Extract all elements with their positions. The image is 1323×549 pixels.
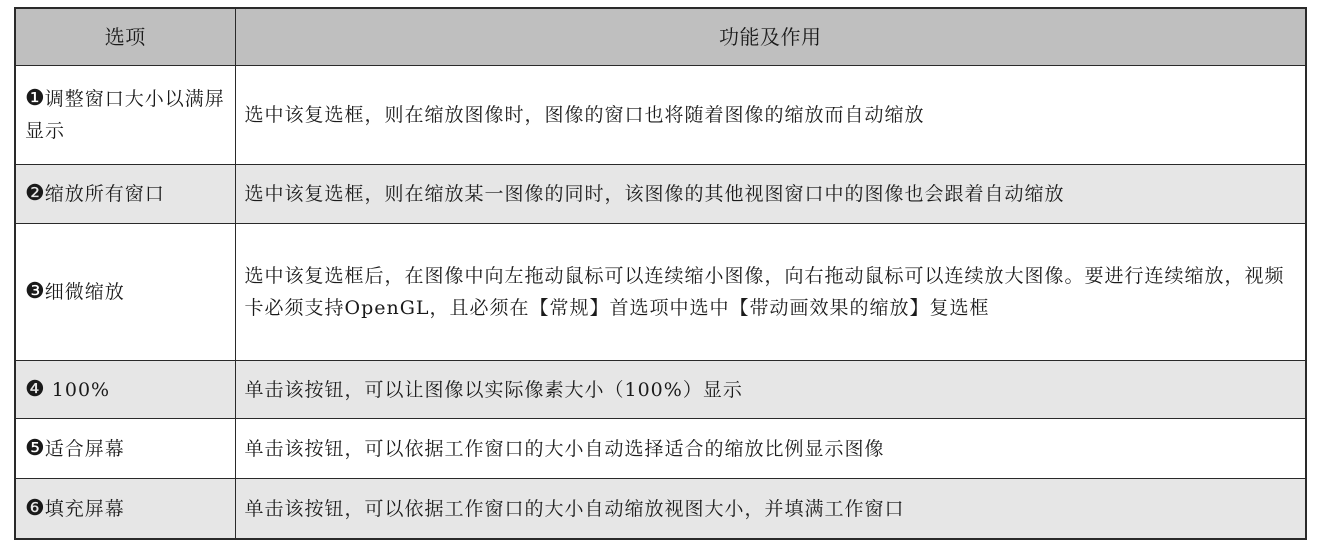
option-cell: [15, 479, 235, 540]
option-label: 缩放所有窗口: [44, 183, 165, 205]
number-marker-3: ❸: [25, 279, 45, 304]
options-table: [14, 7, 1307, 540]
number-marker-6: ❻: [25, 495, 45, 521]
table-row: [15, 361, 1306, 419]
description-cell: 选中该复选框，则在缩放某一图像的同时，该图像的其他视图窗口中的图像也会跟着自动缩放: [235, 165, 1306, 224]
option-label: 调整窗口大小以满屏显示: [25, 88, 225, 142]
option-cell: [15, 224, 235, 361]
option-cell: [15, 419, 235, 479]
number-marker-5: ❺: [25, 435, 45, 461]
description-cell: 单击该按钮，可以依据工作窗口的大小自动选择适合的缩放比例显示图像: [235, 419, 1306, 479]
number-marker-4: ❹: [25, 376, 45, 402]
table-row: [15, 419, 1306, 479]
table-row: [15, 479, 1306, 540]
header-option: 选项: [15, 8, 235, 66]
option-label: 100%: [44, 378, 111, 401]
option-label: 适合屏幕: [44, 437, 125, 460]
table-row: [15, 224, 1306, 361]
description-cell: 选中该复选框后，在图像中向左拖动鼠标可以连续缩小图像，向右拖动鼠标可以连续放大图像。要进行连续缩放，视频卡必须支持OpenGL，且必须在【常规】首选项中选中【带动画效果的缩放】复选框: [235, 224, 1306, 361]
option-label: 细微缩放: [44, 281, 125, 303]
header-function: 功能及作用: [235, 8, 1306, 66]
options-table-container: [14, 7, 1307, 540]
description-cell: 选中该复选框，则在缩放图像时，图像的窗口也将随着图像的缩放而自动缩放: [235, 66, 1306, 165]
number-marker-2: ❷: [25, 181, 45, 206]
option-cell: [15, 66, 235, 165]
number-marker-1: ❶: [25, 86, 45, 111]
description-cell: 单击该按钮，可以让图像以实际像素大小（100%）显示: [235, 361, 1306, 419]
table-row: [15, 66, 1306, 165]
option-cell: [15, 165, 235, 224]
option-cell: [15, 361, 235, 419]
option-label: 填充屏幕: [44, 497, 125, 520]
table-row: [15, 165, 1306, 224]
table-header-row: [15, 8, 1306, 66]
description-cell: 单击该按钮，可以依据工作窗口的大小自动缩放视图大小，并填满工作窗口: [235, 479, 1306, 540]
